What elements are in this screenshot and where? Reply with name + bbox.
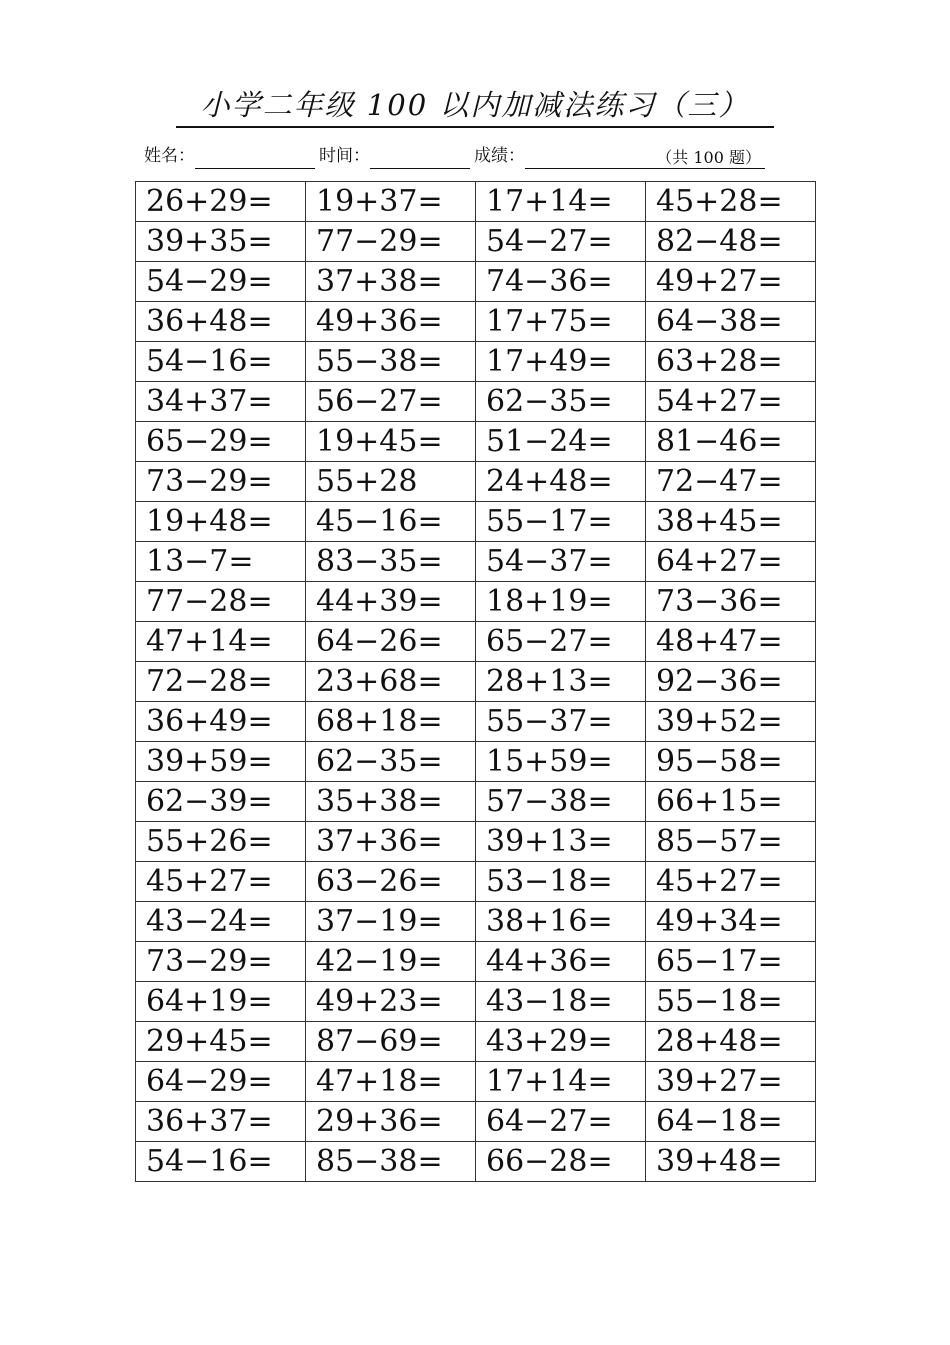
problem-cell: 72−47=: [646, 462, 816, 502]
table-row: [136, 542, 816, 582]
problem-cell: 49+27=: [646, 262, 816, 302]
problem-cell: 82−48=: [646, 222, 816, 262]
problem-cell: 81−46=: [646, 422, 816, 462]
problem-cell: 45+27=: [646, 862, 816, 902]
problem-cell: 64+27=: [646, 542, 816, 582]
problem-cell: 85−57=: [646, 822, 816, 862]
problem-cell: 45+28=: [646, 182, 816, 222]
problem-cell: 39+52=: [646, 702, 816, 742]
problem-cell: 15+59=: [476, 742, 646, 782]
table-row: [136, 1142, 816, 1182]
problem-cell: 39+35=: [136, 222, 306, 262]
problem-cell: 39+13=: [476, 822, 646, 862]
problem-cell: 64−18=: [646, 1102, 816, 1142]
problem-cell: 43−18=: [476, 982, 646, 1022]
problem-cell: 54−37=: [476, 542, 646, 582]
table-row: [136, 502, 816, 542]
problem-cell: 39+59=: [136, 742, 306, 782]
problem-cell: 37+36=: [306, 822, 476, 862]
problem-cell: 56−27=: [306, 382, 476, 422]
problem-cell: 62−39=: [136, 782, 306, 822]
problem-cell: 85−38=: [306, 1142, 476, 1182]
table-row: [136, 222, 816, 262]
problem-cell: 64−29=: [136, 1062, 306, 1102]
problem-cell: 34+37=: [136, 382, 306, 422]
problem-cell: 77−29=: [306, 222, 476, 262]
problem-cell: 47+14=: [136, 622, 306, 662]
problem-cell: 19+48=: [136, 502, 306, 542]
problem-cell: 73−36=: [646, 582, 816, 622]
problem-cell: 17+14=: [476, 1062, 646, 1102]
problem-cell: 65−27=: [476, 622, 646, 662]
problem-cell: 29+36=: [306, 1102, 476, 1142]
problem-cell: 66+15=: [646, 782, 816, 822]
problem-cell: 36+37=: [136, 1102, 306, 1142]
table-row: [136, 1062, 816, 1102]
problem-cell: 37−19=: [306, 902, 476, 942]
problem-cell: 45−16=: [306, 502, 476, 542]
problem-cell: 48+47=: [646, 622, 816, 662]
problem-cell: 55+28: [306, 462, 476, 502]
problem-cell: 64+19=: [136, 982, 306, 1022]
problem-cell: 54−29=: [136, 262, 306, 302]
problem-cell: 43+29=: [476, 1022, 646, 1062]
table-row: [136, 342, 816, 382]
problem-cell: 68+18=: [306, 702, 476, 742]
problem-cell: 42−19=: [306, 942, 476, 982]
problem-cell: 51−24=: [476, 422, 646, 462]
problem-cell: 39+48=: [646, 1142, 816, 1182]
problem-cell: 45+27=: [136, 862, 306, 902]
time-label: 时间：: [319, 146, 370, 166]
problem-cell: 35+38=: [306, 782, 476, 822]
problem-cell: 55−18=: [646, 982, 816, 1022]
student-info-line: [144, 143, 765, 169]
table-row: [136, 1102, 816, 1142]
problem-cell: 17+14=: [476, 182, 646, 222]
problem-cell: 62−35=: [476, 382, 646, 422]
table-row: [136, 422, 816, 462]
table-row: [136, 262, 816, 302]
problem-cell: 73−29=: [136, 942, 306, 982]
problem-cell: 17+75=: [476, 302, 646, 342]
problem-cell: 64−26=: [306, 622, 476, 662]
table-row: [136, 182, 816, 222]
problem-count-note: （共 100 题）: [656, 148, 761, 167]
table-row: [136, 622, 816, 662]
table-row: [136, 782, 816, 822]
worksheet-title: 小学二年级 100 以内加减法练习（三）: [176, 84, 774, 128]
problem-cell: 54−16=: [136, 1142, 306, 1182]
problem-cell: 73−29=: [136, 462, 306, 502]
problem-cell: 63+28=: [646, 342, 816, 382]
problem-cell: 23+68=: [306, 662, 476, 702]
problem-cell: 13−7=: [136, 542, 306, 582]
score-label: 成绩：: [474, 146, 525, 166]
problem-cell: 39+27=: [646, 1062, 816, 1102]
table-row: [136, 302, 816, 342]
problem-cell: 87−69=: [306, 1022, 476, 1062]
problem-cell: 37+38=: [306, 262, 476, 302]
table-row: [136, 942, 816, 982]
problem-cell: 28+13=: [476, 662, 646, 702]
problem-cell: 64−27=: [476, 1102, 646, 1142]
problem-cell: 57−38=: [476, 782, 646, 822]
score-blank[interactable]: [525, 148, 765, 169]
problem-cell: 43−24=: [136, 902, 306, 942]
name-label: 姓名：: [144, 146, 195, 166]
table-row: [136, 462, 816, 502]
problem-cell: 24+48=: [476, 462, 646, 502]
problem-cell: 44+39=: [306, 582, 476, 622]
time-blank[interactable]: [370, 148, 470, 169]
table-row: [136, 662, 816, 702]
problem-cell: 49+23=: [306, 982, 476, 1022]
problem-cell: 29+45=: [136, 1022, 306, 1062]
problem-cell: 65−17=: [646, 942, 816, 982]
problem-cell: 83−35=: [306, 542, 476, 582]
problem-cell: 92−36=: [646, 662, 816, 702]
problem-cell: 36+48=: [136, 302, 306, 342]
problem-cell: 77−28=: [136, 582, 306, 622]
name-blank[interactable]: [195, 148, 315, 169]
problem-cell: 95−58=: [646, 742, 816, 782]
problem-cell: 18+19=: [476, 582, 646, 622]
problem-cell: 38+45=: [646, 502, 816, 542]
table-row: [136, 862, 816, 902]
table-row: [136, 582, 816, 622]
problem-cell: 44+36=: [476, 942, 646, 982]
problem-cell: 19+45=: [306, 422, 476, 462]
problem-cell: 63−26=: [306, 862, 476, 902]
table-row: [136, 1022, 816, 1062]
problem-cell: 54−16=: [136, 342, 306, 382]
table-row: [136, 982, 816, 1022]
problem-cell: 65−29=: [136, 422, 306, 462]
table-row: [136, 902, 816, 942]
problem-cell: 54+27=: [646, 382, 816, 422]
problem-cell: 47+18=: [306, 1062, 476, 1102]
problem-cell: 55−37=: [476, 702, 646, 742]
problems-table: [135, 181, 816, 1182]
problem-cell: 36+49=: [136, 702, 306, 742]
problem-cell: 38+16=: [476, 902, 646, 942]
problem-cell: 64−38=: [646, 302, 816, 342]
problem-cell: 55−17=: [476, 502, 646, 542]
table-row: [136, 382, 816, 422]
problem-cell: 72−28=: [136, 662, 306, 702]
problem-cell: 66−28=: [476, 1142, 646, 1182]
table-row: [136, 822, 816, 862]
problem-cell: 49+34=: [646, 902, 816, 942]
problem-cell: 74−36=: [476, 262, 646, 302]
table-row: [136, 742, 816, 782]
table-row: [136, 702, 816, 742]
problem-cell: 55+26=: [136, 822, 306, 862]
problem-cell: 49+36=: [306, 302, 476, 342]
problem-cell: 28+48=: [646, 1022, 816, 1062]
problem-cell: 62−35=: [306, 742, 476, 782]
problem-cell: 53−18=: [476, 862, 646, 902]
problem-cell: 55−38=: [306, 342, 476, 382]
problem-cell: 17+49=: [476, 342, 646, 382]
problem-cell: 54−27=: [476, 222, 646, 262]
problem-cell: 19+37=: [306, 182, 476, 222]
problem-cell: 26+29=: [136, 182, 306, 222]
